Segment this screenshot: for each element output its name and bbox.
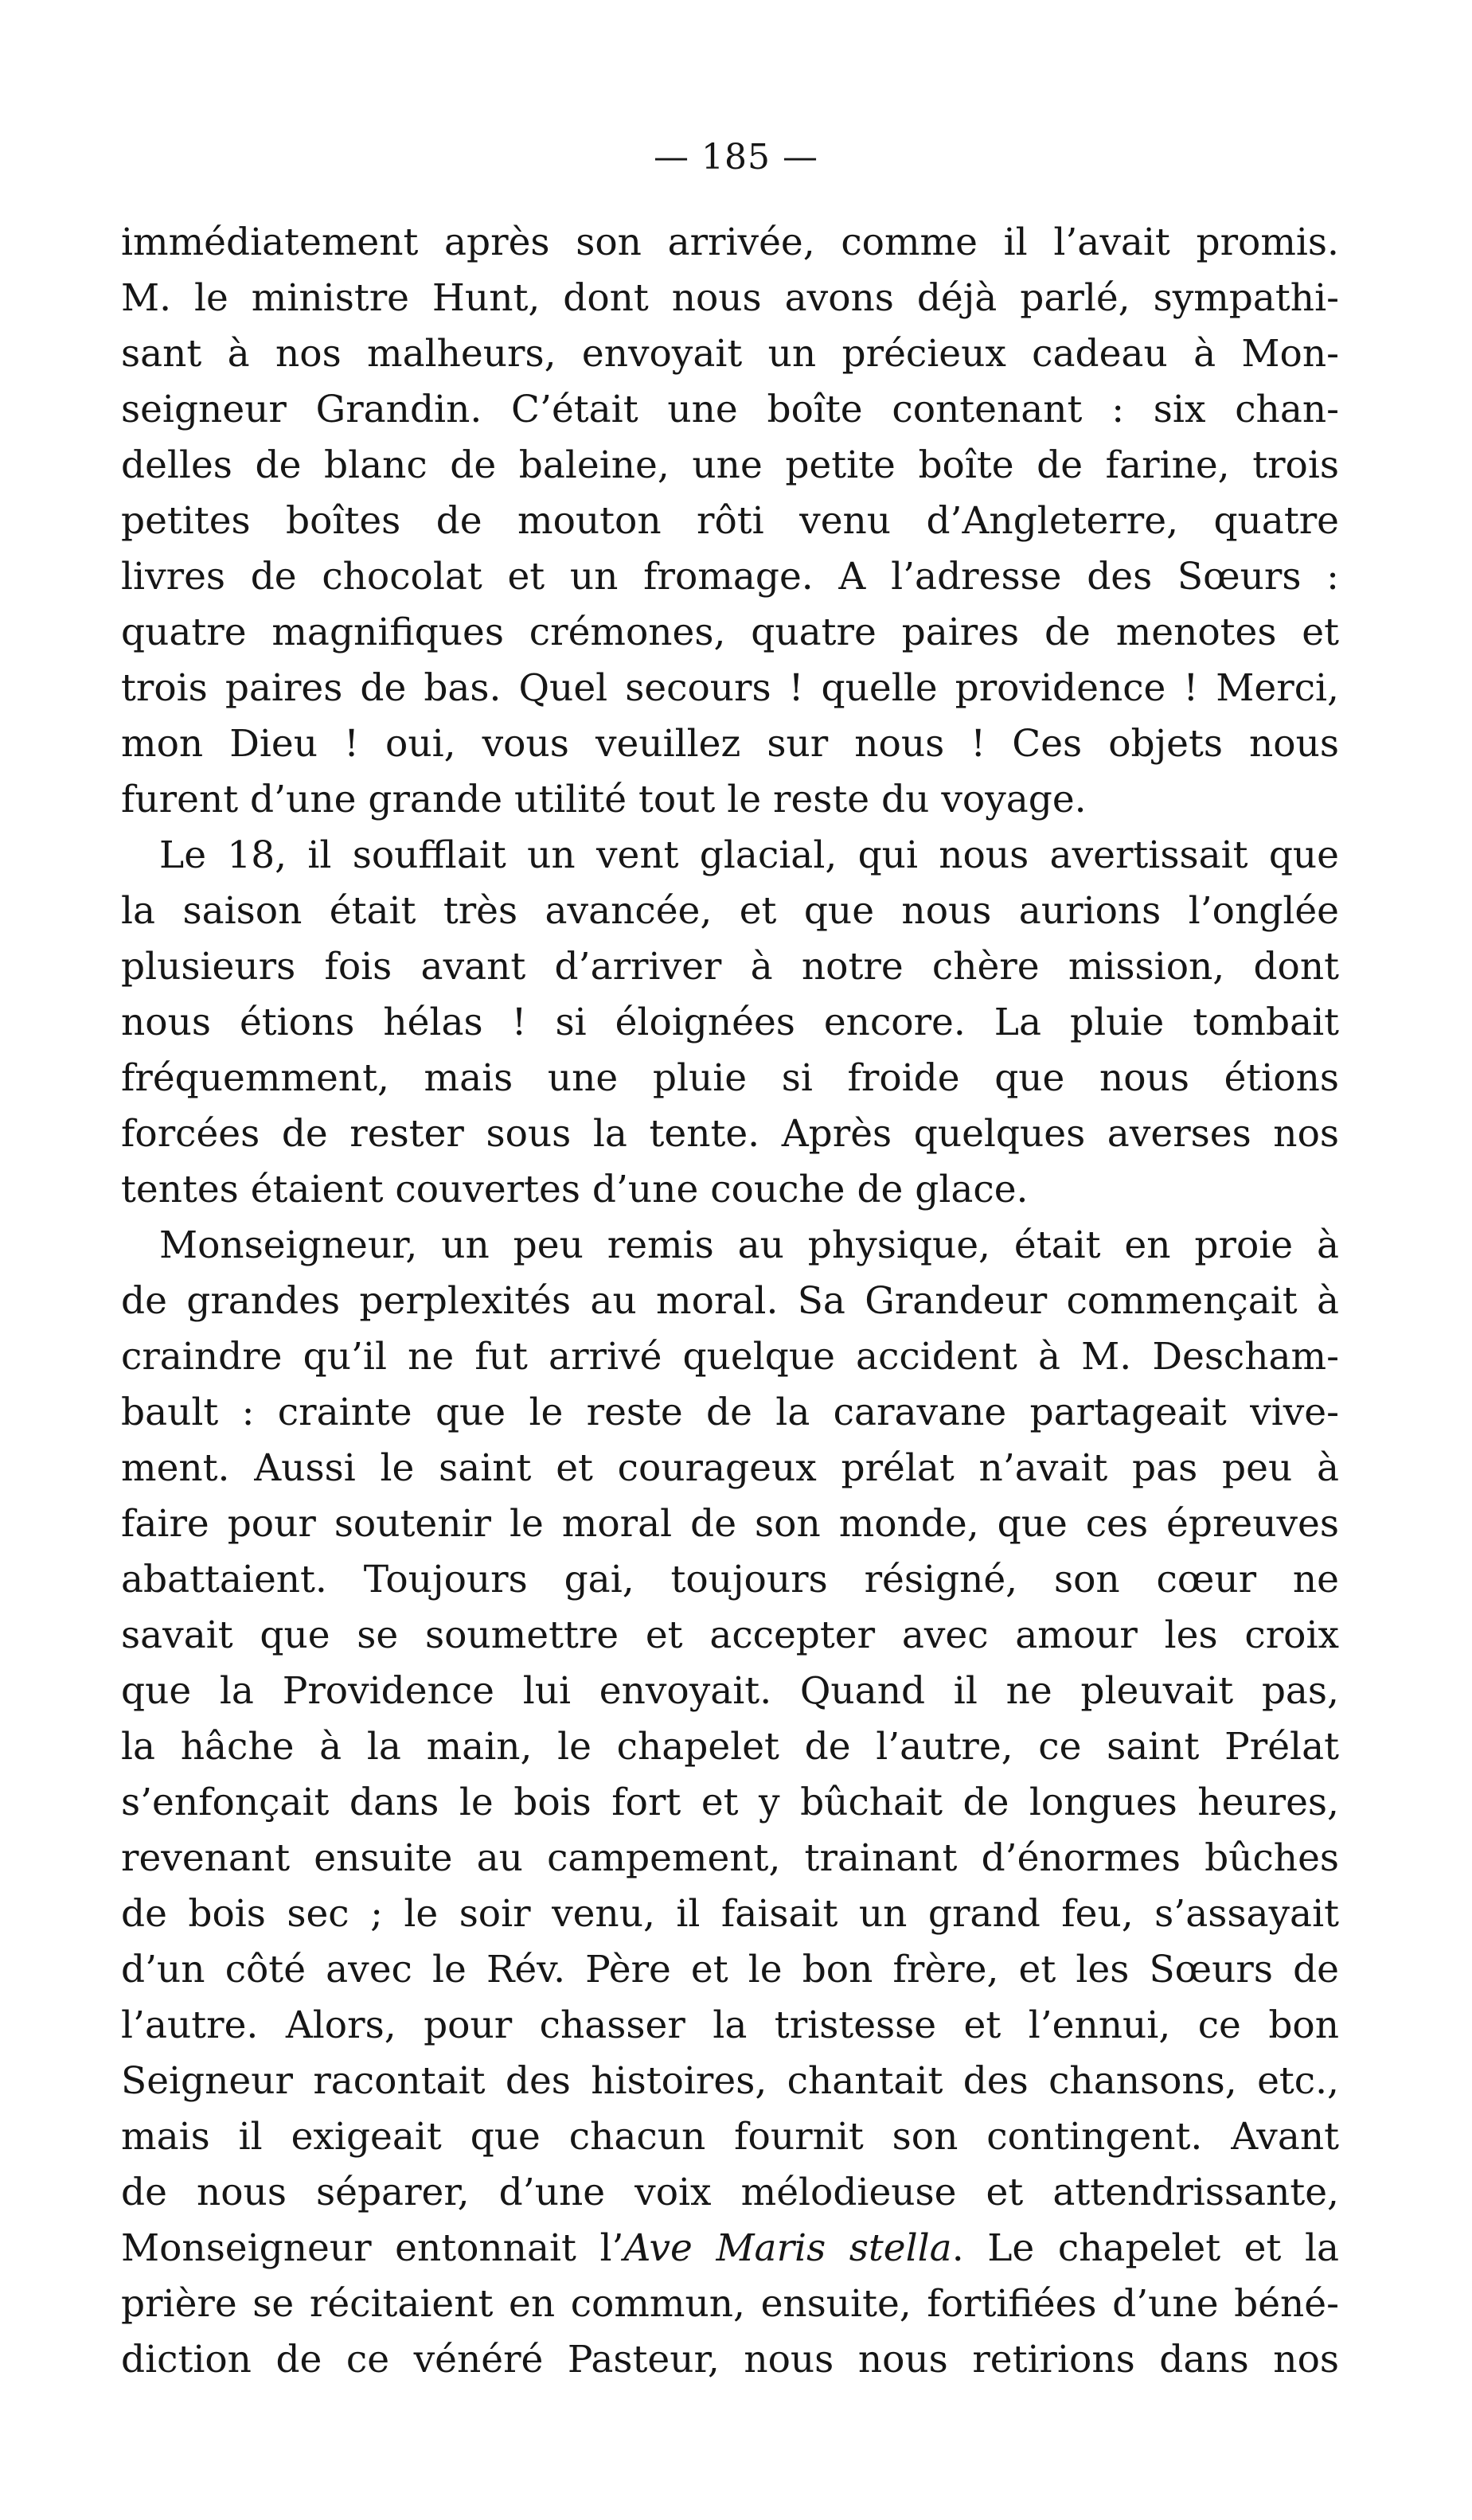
text-line: d’un côté avec le Rév. Père et le bon frère, et les Sœurs de (121, 1948, 1339, 1991)
hymn-title: Ave Maris stella (623, 2226, 952, 2270)
text-line: delles de blanc de baleine, une petite boîte de farine, trois (121, 443, 1339, 487)
text-line: que la Providence lui envoyait. Quand il ne pleuvait pas, (121, 1669, 1339, 1713)
text-line: Le 18, il soufflait un vent glacial, qui nous avertissait que (159, 833, 1339, 877)
text-line: Monseigneur, un peu remis au physique, était en proie à (159, 1223, 1339, 1267)
text-line: de nous séparer, d’une voix mélodieuse et attendrissante, (121, 2171, 1339, 2214)
text-line: ment. Aussi le saint et courageux prélat n’avait pas peu à (121, 1446, 1339, 1490)
text-line: trois paires de bas. Quel secours ! quelle providence ! Merci, (121, 666, 1339, 710)
text-line: seigneur Grandin. C’était une boîte contenant : six chan- (121, 388, 1339, 431)
text-line: faire pour soutenir le moral de son monde, que ces épreuves (121, 1502, 1339, 1546)
text-line: prière se récitaient en commun, ensuite, fortifiées d’une béné- (121, 2282, 1339, 2326)
text-line: savait que se soumettre et accepter avec amour les croix (121, 1613, 1339, 1657)
text-line: sant à nos malheurs, envoyait un précieux cadeau à Mon- (121, 332, 1339, 376)
text-line: forcées de rester sous la tente. Après quelques averses nos (121, 1112, 1339, 1156)
text-line: furent d’une grande utilité tout le reste du voyage. (121, 778, 1087, 821)
text-line: l’autre. Alors, pour chasser la tristesse et l’ennui, ce bon (121, 2003, 1339, 2047)
text-line: s’enfonçait dans le bois fort et y bûchait de longues heures, (121, 1781, 1339, 1824)
text-line: M. le ministre Hunt, dont nous avons déjà parlé, sympathi- (121, 276, 1339, 320)
paragraph-2 (121, 828, 1339, 1218)
text-line: livres de chocolat et un fromage. A l’adresse des Sœurs : (121, 555, 1339, 599)
text-line: la hâche à la main, le chapelet de l’autre, ce saint Prélat (121, 1725, 1339, 1769)
text-line: Seigneur racontait des histoires, chantait des chansons, etc., (121, 2059, 1339, 2103)
text-line: mon Dieu ! oui, vous veuillez sur nous ! Ces objets nous (121, 722, 1339, 766)
text-line: fréquemment, mais une pluie si froide que nous étions (121, 1056, 1339, 1100)
text-line: mais il exigeait que chacun fournit son contingent. Avant (121, 2115, 1339, 2159)
text-line: petites boîtes de mouton rôti venu d’Angleterre, quatre (121, 499, 1339, 543)
text-line: quatre magnifiques crémones, quatre paires de menotes et (121, 610, 1339, 654)
page-number: — 185 — (654, 137, 818, 177)
text-line: bault : crainte que le reste de la caravane partageait vive- (121, 1391, 1339, 1434)
text-line: tentes étaient couvertes d’une couche de glace. (121, 1168, 1029, 1211)
text-line: abattaient. Toujours gai, toujours résigné, son cœur ne (121, 1558, 1339, 1601)
text-line: de grandes perplexités au moral. Sa Grandeur commençait à (121, 1279, 1339, 1323)
text-line: craindre qu’il ne fut arrivé quelque accident à M. Descham- (121, 1335, 1339, 1379)
paragraph-1 (121, 215, 1339, 828)
page-text (121, 215, 1339, 2388)
text-line: la saison était très avancée, et que nous aurions l’onglée (121, 889, 1339, 933)
text-line: Monseigneur entonnait l’Ave Maris stella. Le chapelet et la (121, 2226, 1339, 2270)
text-line: de bois sec ; le soir venu, il faisait un grand feu, s’assayait (121, 1892, 1339, 1936)
text-line: nous étions hélas ! si éloignées encore. La pluie tombait (121, 1001, 1339, 1044)
text-line: diction de ce vénéré Pasteur, nous nous retirions dans nos (121, 2338, 1339, 2382)
text-line: immédiatement après son arrivée, comme il l’avait promis. (121, 220, 1339, 264)
paragraph-3 (121, 1218, 1339, 2388)
text-line: revenant ensuite au campement, trainant d’énormes bûches (121, 1836, 1339, 1880)
text-line: plusieurs fois avant d’arriver à notre chère mission, dont (121, 945, 1339, 989)
